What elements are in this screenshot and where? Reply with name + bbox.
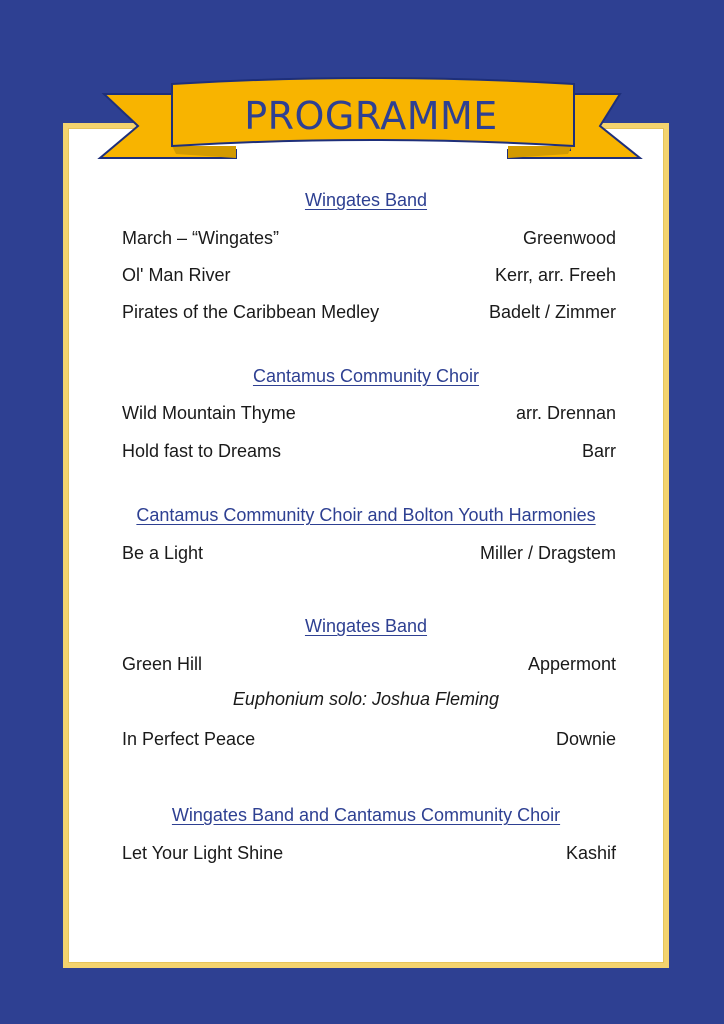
list-item xyxy=(122,226,616,250)
piece-title: Hold fast to Dreams xyxy=(122,440,282,461)
piece-composer: Barr xyxy=(581,440,616,461)
soloist-note: Euphonium solo: Joshua Fleming xyxy=(232,689,500,709)
piece-title: In Perfect Peace xyxy=(122,728,256,749)
piece-title: Green Hill xyxy=(122,653,203,674)
section-heading: Cantamus Community Choir xyxy=(252,366,480,386)
piece-composer: arr. Drennan xyxy=(515,402,616,423)
list-item xyxy=(122,263,616,287)
piece-composer: Badelt / Zimmer xyxy=(488,301,616,322)
section-heading: Cantamus Community Choir and Bolton Youth Harmonies xyxy=(136,505,596,525)
piece-title: Pirates of the Caribbean Medley xyxy=(122,301,380,322)
page-title: PROGRAMME xyxy=(244,94,498,138)
section-heading: Wingates Band and Cantamus Community Choir xyxy=(171,805,561,825)
list-item xyxy=(122,541,616,565)
piece-composer: Downie xyxy=(555,728,616,749)
piece-title: March – “Wingates” xyxy=(122,227,280,248)
piece-composer: Kerr, arr. Freeh xyxy=(494,264,616,285)
list-item xyxy=(122,652,616,676)
list-item xyxy=(122,727,616,751)
piece-composer: Kashif xyxy=(565,842,616,863)
section-heading: Wingates Band xyxy=(304,190,428,210)
piece-title: Be a Light xyxy=(122,542,204,563)
list-item xyxy=(122,439,616,463)
piece-title: Wild Mountain Thyme xyxy=(122,402,296,423)
piece-composer: Appermont xyxy=(527,653,616,674)
list-item xyxy=(122,841,616,865)
list-item xyxy=(122,401,616,425)
piece-composer: Greenwood xyxy=(522,227,616,248)
list-item xyxy=(122,300,616,324)
piece-title: Let Your Light Shine xyxy=(122,842,284,863)
piece-composer: Miller / Dragstem xyxy=(479,542,616,563)
piece-title: Ol' Man River xyxy=(122,264,231,285)
section-heading: Wingates Band xyxy=(304,616,428,636)
